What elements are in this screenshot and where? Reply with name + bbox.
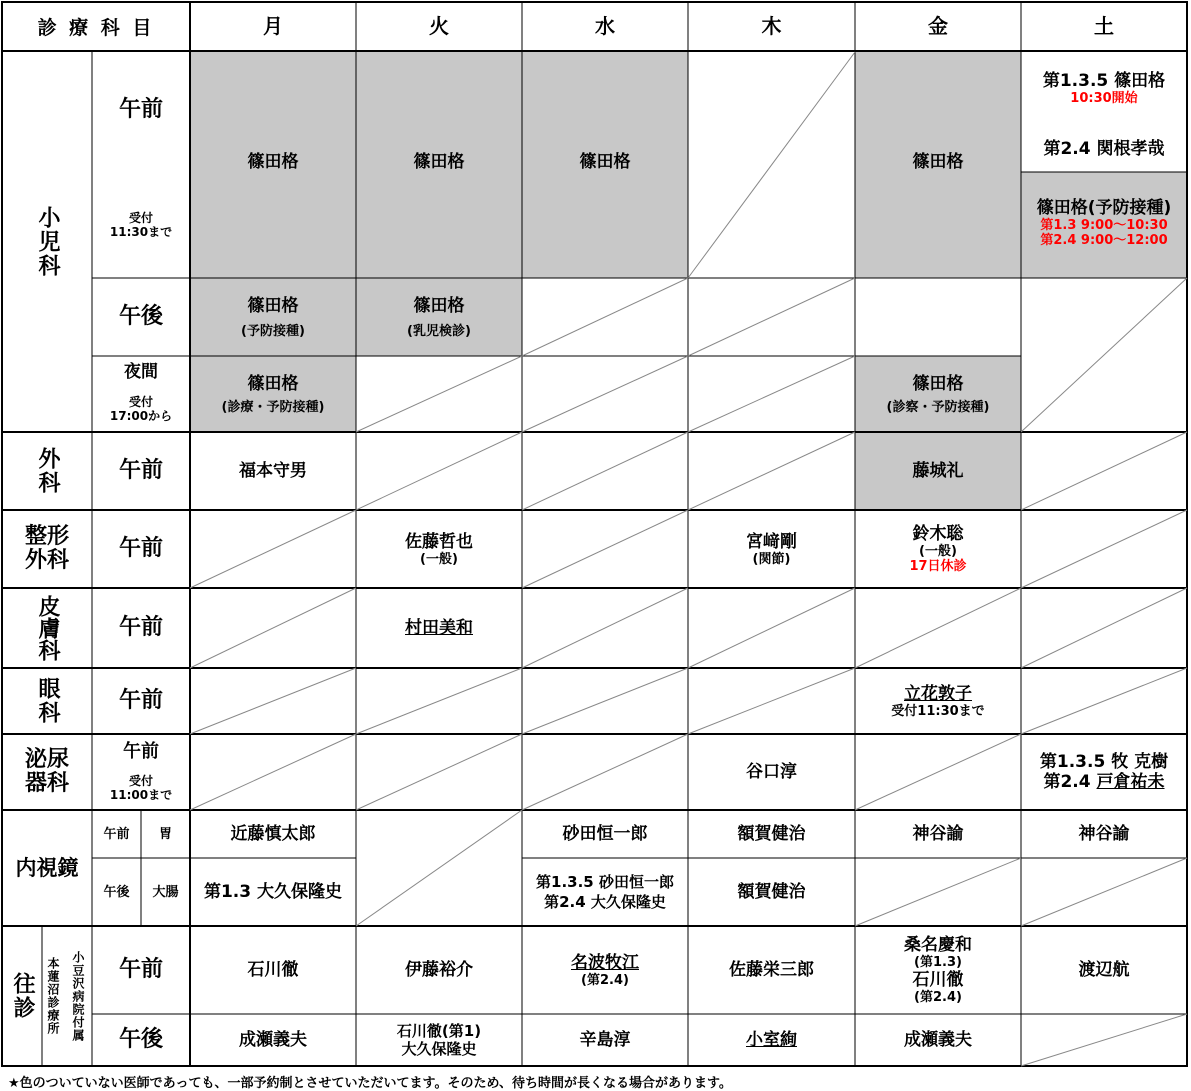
slot-pm: 午後 [118,1027,163,1052]
dept-urology [2,734,92,810]
dept-surgery: 外科 [35,447,60,495]
service-note: (一般) [919,544,957,559]
doctor-name: 第1.3.5 砂田恒一郎 [536,873,674,891]
day-thu: 木 [761,14,782,38]
dept-endoscopy: 内視鏡 [15,856,79,880]
pm-tue [356,278,522,356]
doctor-line [1043,772,1164,792]
slot-night: 夜間 [124,362,158,382]
doctor-name: 名波牧江 [571,952,639,973]
clinic-label: 本蓮沼診療所 [46,957,60,1035]
schedule-note: 第1.3 9:00〜10:30 [1040,218,1168,233]
doctor-name: 佐藤栄三郎 [729,960,814,980]
dept-dermatology: 皮膚科 [35,595,60,661]
doctor-name: 篠田格 [247,152,299,172]
service-note: (乳児検診) [407,323,471,339]
slot-am: 午前 [123,741,159,762]
hv-am-wed [522,926,688,1014]
slot-am: 午前 [103,826,130,842]
ortho-fri [855,510,1021,588]
doctor-name: 成瀬義夫 [239,1030,307,1050]
reception-note: 受付 11:00まで [109,774,173,802]
uro-sat [1021,734,1187,810]
doctor-name: 鈴木聡 [912,524,964,544]
hv-pm-tue [356,1014,522,1066]
doctor-name: 第1.3 大久保隆史 [203,882,343,902]
doctor-name: 第1.3.5 篠田格 [1042,70,1166,91]
dept-name: 泌尿器科 [24,747,69,796]
reception-note: 受付 17:00から [109,395,173,423]
dept-pediatrics: 小児科 [35,206,60,278]
doctor-name: 大久保隆史 [401,1040,477,1058]
doctor-name: 宮﨑剛 [746,531,797,552]
week-note: (第2.4) [581,972,629,988]
doctor-name: 篠田格 [912,152,964,172]
endo-pm-wed [522,858,688,926]
doctor-name: 第1.3.5 牧 克樹 [1039,752,1169,772]
ortho-thu [688,510,855,588]
week-label: 第2.4 [1043,772,1097,792]
slot-am: 午前 [118,458,163,483]
ophth-fri [855,668,1021,734]
doctor-name: 篠田格 [912,373,964,394]
doctor-name: 篠田格(予防接種) [1036,198,1172,218]
slot-am: 午前 [118,615,163,640]
doctor-name: 額賀健治 [737,824,806,844]
doctor-name: 佐藤哲也 [405,531,473,552]
header-corner: 診 療 科 目 [37,16,155,39]
doctor-name: 篠田格 [413,295,465,316]
week-note: (第2.4) [914,990,962,1005]
day-tue: 火 [429,14,449,38]
schedule-note: 10:30開始 [1070,90,1138,106]
night-mon [190,356,356,432]
doctor-name: 篠田格 [413,152,465,172]
dept-homevisit: 往診 [10,972,35,1020]
doctor-name: 成瀬義夫 [904,1030,972,1050]
slot-am: 午前 [118,97,163,122]
doctor-name: 石川徹 [912,970,964,990]
night-fri [855,356,1021,432]
slot-pm: 午後 [118,304,163,329]
reception-note: 受付11:30まで [891,703,985,719]
doctor-name: 戸倉祐未 [1096,772,1165,792]
pm-mon [190,278,356,356]
dept-name: 整形外科 [24,524,69,573]
doctor-name: 神谷諭 [912,824,964,844]
doctor-name: 篠田格 [247,373,299,394]
day-sat: 土 [1094,14,1114,38]
dept-ophthalmology: 眼科 [35,677,60,725]
doctor-name: 神谷諭 [1078,824,1130,844]
organ-label: 胃 [158,826,172,842]
footnote: ★色のついていない医師であっても、一部予約制とさせていただいてます。そのため、待ち時間が長くなる場合があります。 [8,1076,732,1091]
slot-am: 午前 [118,536,163,561]
doctor-name: 村田美和 [405,618,473,638]
day-wed: 水 [595,14,615,38]
week-note: (第1.3) [914,955,962,970]
doctor-name: 額賀健治 [737,882,806,902]
doctor-name: 藤城礼 [912,461,964,481]
doctor-name: 伊藤裕介 [405,960,473,980]
doctor-name: 小室絢 [746,1030,797,1050]
organ-label: 大腸 [152,884,179,900]
service-note: (関節) [752,551,791,567]
hospital-label: 小豆沢病院付属 [71,950,85,1042]
dept-orthopedics [2,510,92,588]
service-note: (予防接種) [241,323,305,339]
slot-pm: 午後 [103,884,130,900]
doctor-name: 辛島淳 [579,1030,631,1050]
doctor-name: 桑名慶和 [904,935,972,955]
slot-am: 午前 [118,688,163,713]
sat-am-schedule-1 [1021,66,1187,110]
reception-note: 受付 11:30まで [109,211,173,239]
doctor-name: 篠田格 [247,295,299,316]
schedule-note: 第2.4 9:00〜12:00 [1040,233,1168,248]
doctor-name: 石川徹(第1) [396,1022,482,1040]
closure-note: 17日休診 [909,559,967,574]
ortho-tue [356,510,522,588]
sat-am-schedule-3 [1021,172,1187,278]
service-note: (診療・予防接種) [221,399,325,415]
doctor-name: 第2.4 大久保隆史 [544,893,666,911]
doctor-name: 石川徹 [247,960,299,980]
doctor-name: 第2.4 関根孝哉 [1043,139,1165,159]
doctor-name: 砂田恒一郎 [562,824,648,844]
day-fri: 金 [928,14,948,38]
slot-am: 午前 [118,957,163,982]
hv-am-fri [855,926,1021,1014]
service-note: (一般) [420,551,458,567]
doctor-name: 渡辺航 [1078,960,1130,980]
service-note: (診察・予防接種) [886,399,990,415]
doctor-name: 谷口淳 [746,762,797,782]
doctor-name: 篠田格 [579,152,631,172]
doctor-name: 近藤慎太郎 [230,824,316,844]
doctor-name: 福本守男 [239,461,307,481]
day-mon: 月 [263,14,283,38]
doctor-name: 立花敦子 [904,683,972,704]
